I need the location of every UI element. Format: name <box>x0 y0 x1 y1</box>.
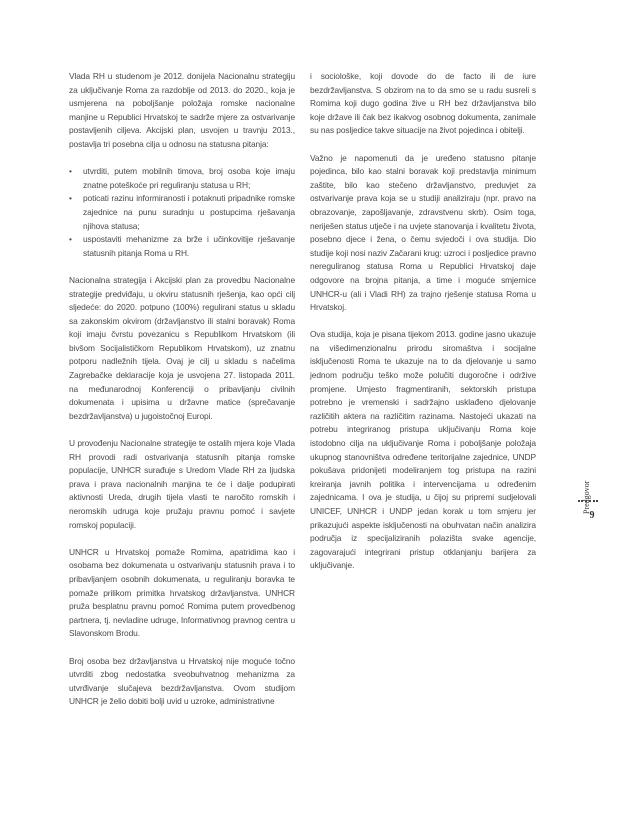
bullet-item: • poticati razinu informiranosti i potaknuti pripadnike romske zajednice na punu suradnju u postupcima rješavanja njihova statusa; <box>69 192 295 233</box>
left-column <box>69 70 295 723</box>
bullet-item: • utvrditi, putem mobilnih timova, broj osoba koje imaju znatne poteškoće pri reguliranju statusa u RH; <box>69 165 295 192</box>
chapter-label: Predgovor <box>582 480 591 514</box>
bullet-list <box>69 165 295 260</box>
paragraph: U provođenju Nacionalne strategije te ostalih mjera koje Vlada RH provodi radi ostvarivanja statusnih pitanja romske populacije, UNHCR surađuje s Uredom Vlade RH za ljudska prava i prava nacionalnih manjina te će i dalje podupirati aktivnosti Ureda, drugih tijela vlasti te naročito romskih i neromskih udruga koje pružaju pravnu pomoć i savjete romskoj populaciji. <box>69 438 295 530</box>
paragraph: Ova studija, koja je pisana tijekom 2013. godine jasno ukazuje na višedimenzionalnu prirodu siromaštva i socijalne isključenosti Roma te ukazuje na to da djelovanje u samo jednom području teško može polučiti dugoročne i održive promjene. Umjesto fragmentiranih, sektorskih pristupa potrebno je vremenski i sadržajno usklađeno djelovanje različitih aktera na različitim razinama. Nastojeći ukazati na potrebu integriranog pristupa uključivanju Roma koje istodobno cilja na uključivanje Roma i poboljšanje položaja ukupnog stanovništva određene teritorijalne zajednice, UNDP pokušava pridonijeti modeliranjem tog pristupa na razini kreiranja javnih politika i intervencijama u određenim zajednicama. I ova je studija, u čijoj su pripremi sudjelovali UNICEF, UNHCR i UNDP jedan korak u tom smjeru jer prikazujući aspekte isključenosti na obuhvatan način analizira područja iz specijaliziranih polazišta svake agencije, zagovarajući integrirani pristup otklanjanju barijera za uključivanje. <box>310 329 536 571</box>
right-column <box>310 70 536 587</box>
paragraph: Vlada RH u studenom je 2012. donijela Nacionalnu strategiju za uključivanje Roma za razdoblje od 2013. do 2020., koja je usmjerena na poboljšanje položaja romske nacionalne manjine u Republici Hrvatskoj te sadrže mjere za ostvarivanje postavljenih ciljeva. Akcijski plan, usvojen u travnju 2013., postavlja tri posebna cilja u odnosu na statusna pitanja: <box>69 71 295 149</box>
paragraph: Nacionalna strategija i Akcijski plan za provedbu Nacionalne strategije predviđaju, u okviru statusnih rješenja, kao opći cilj sljedeće: do 2020. potpuno (100%) regulirani status u skladu sa zakonskim okvirom (državljanstvo ili stalni boravak) Roma koji imaju čvrstu povezanicu s Republikom Hrvatskom (ili bivšom Socijalističkom Republikom Hrvatskom), uz znatnu potporu nadležnih tijela. Ovaj je cilj u skladu s načelima Zagrebačke deklaracije koja je usvojena 27. listopada 2011. na međunarodnoj Konferenciji o pribavljanju civilnih dokumenata i upisima u državne matice (sprečavanje bezdržavljanstva) u jugoistočnoj Europi. <box>69 274 295 421</box>
paragraph: i sociološke, koji dovode do de facto ili de iure bezdržavljanstva. S obzirom na to da smo se u radu susreli s Romima koji dugo godina žive u RH bez državljanstva bilo koje države ili čak bez ikakvog osobnog dokumenta, zanimale su nas posljedice takve situacije na život pojedinca i obitelji. <box>310 71 536 136</box>
paragraph: Važno je napomenuti da je uređeno statusno pitanje pojedinca, bilo kao stalni boravak koji predstavlja minimum zaštite, bilo kao stečeno državljanstvo, preduvjet za ostvarivanje prava koja se u studiji analiziraju (npr. pravo na obrazovanje, zapošljavanje, zdravstvenu skrb). Osim toga, neriješen status utječe i na uvjete stanovanja i kvalitetu života, posebno djece i žena, o čemu svjedoči i ova studija. Dio studije koji nosi naziv Začarani krug: uzroci i posljedice pravno nereguliranog statusa Roma u Republici Hrvatskoj daje odgovore na brojna pitanja, a time i mogućе smjernice UNHCR-u (ali i Vladi RH) za trajno rješenje statusa Roma u Hrvatskoj. <box>310 152 536 313</box>
dotted-divider <box>578 500 598 505</box>
paragraph: Broj osoba bez državljanstva u Hrvatskoj nije moguće točno utvrditi zbog nedostatka sveobuhvatnog mehanizma za utvrđivanje slučajeva bezdržavljanstva. Ovom studijom UNHCR je želio dobiti bolji uvid u uzroke, administrativne <box>69 655 295 707</box>
bullet-item: • uspostaviti mehanizme za brže i učinkovitije rješavanje statusnih pitanja Roma u RH. <box>69 233 295 260</box>
page-number: 9 <box>589 510 595 521</box>
paragraph: UNHCR u Hrvatskoj pomaže Romima, apatridima kao i osobama bez dokumenata u ostvarivanju statusnih prava i to pribavljanjem osobnih dokumenata, u reguliranju boravka te pomaže prilikom primitka hrvatskog državljanstva. UNHCR pruža besplatnu pravnu pomoć Romima putem provedbenog partnera, tj. nevladine udruge, Informativnog pravnog centra u Slavonskom Brodu. <box>69 546 295 639</box>
